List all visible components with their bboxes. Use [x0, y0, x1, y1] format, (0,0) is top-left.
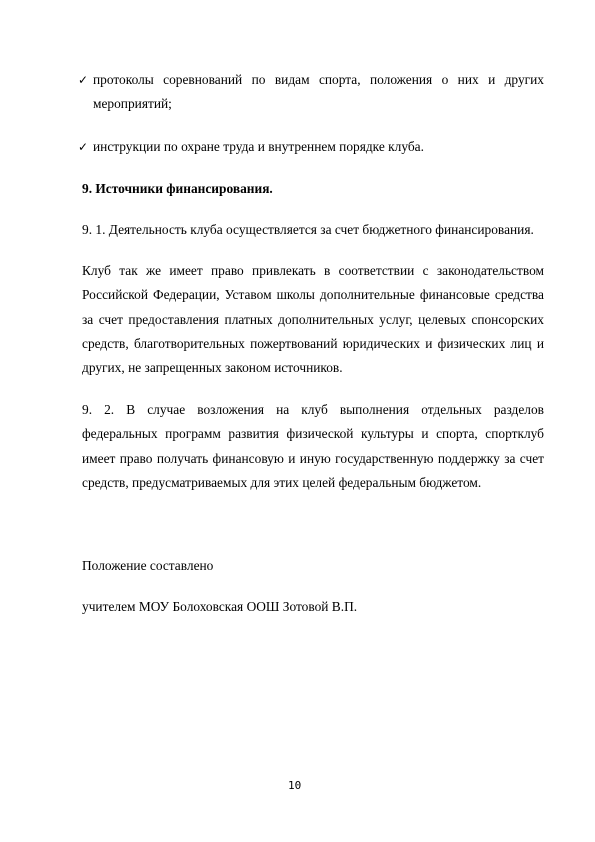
checklist-item [78, 68, 544, 117]
paragraph-funding-budget: 9. 1. Деятельность клуба осуществляется за счет бюджетного финансирования. [82, 222, 534, 237]
page-number: 10 [288, 779, 302, 792]
paragraph-additional-funding: Клуб так же имеет право привлекать в соответствии с законодательством Российской Федерации, Уставом школы дополнительные финансовые средства за счет предоставления платных дополнительных услуг, целевых спонсорских средств, благотворительных пожертвований юридических и физических лиц и других, не запрещенных законом источников. [82, 263, 544, 376]
checkmark-icon: ✓ [78, 140, 89, 154]
checklist-item-text: протоколы соревнований по видам спорта, положения о них и других мероприятий; [93, 72, 544, 112]
checklist-item-text: инструкции по охране труда и внутреннем порядке клуба. [93, 139, 424, 154]
signature-line-1: Положение составлено [82, 558, 214, 573]
section-heading: 9. Источники финансирования. [82, 181, 273, 196]
signature-line-2: учителем МОУ Болоховская ООШ Зотовой В.П. [82, 599, 358, 614]
paragraph-federal-support: 9. 2. В случае возложения на клуб выполнения отдельных разделов федеральных программ развития физической культуры и спорта, спортклуб имеет право получать финансовую и иную государственную поддержку за счет средств, предусматриваемых для этих целей федеральным бюджетом. [82, 402, 544, 490]
checklist-item [78, 135, 544, 159]
checkmark-icon: ✓ [78, 73, 89, 87]
